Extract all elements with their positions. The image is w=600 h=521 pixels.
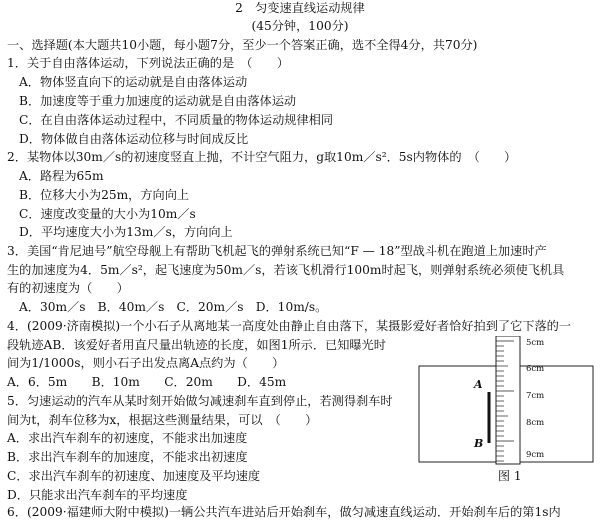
question-3-stem-line-3: 有的初速度为（ ） xyxy=(7,281,129,295)
question-5-option-b: B．求出汽车刹车的加速度，不能求出初速度 xyxy=(7,450,248,464)
figure-caption: 图 1 xyxy=(498,469,522,483)
question-3-stem-line-1: 3．美国“肯尼迪号”航空母舰上有帮助飞机起飞的弹射系统已知“F — 18”型战斗机在跑道上加速时产 xyxy=(7,244,547,258)
question-2-stem: 2．某物体以30m／s的初速度竖直上抛，不计空气阻力，g取10m／s²．5s内物体的 （ ） xyxy=(7,150,517,164)
ruler-tick-label: 9cm xyxy=(526,450,545,460)
page-title: 2 匀变速直线运动规律 xyxy=(235,1,365,15)
question-1-stem: 1．关于自由落体运动，下列说法正确的是 （ ） xyxy=(7,56,289,70)
question-1-option-b: B．加速度等于重力加速度的运动就是自由落体运动 xyxy=(19,94,297,108)
question-5-option-a: A．求出汽车刹车的初速度，不能求出加速度 xyxy=(7,431,248,445)
question-1-option-a: A．物体竖直向下的运动就是自由落体运动 xyxy=(19,75,248,89)
question-2-option-d: D．平均速度大小为13m／s，方向向上 xyxy=(19,225,233,239)
page-subtitle: (45分钟，100分) xyxy=(251,19,349,33)
question-4-stem-line-3: 间为1/1000s，则小石子出发点离A点约为（ ） xyxy=(7,356,285,370)
question-5-stem-line-2: 间为t，刹车位移为x，根据这些测量结果，可以 （ ） xyxy=(7,413,318,427)
question-4-options: A．6．5m B．10m C．20m D．45m xyxy=(7,375,287,389)
question-3-options: A．30m／s B．40m／s C．20m／s D．10m/s。 xyxy=(19,300,328,314)
question-5-option-d: D．只能求出汽车刹车的平均速度 xyxy=(7,488,188,502)
question-6-stem: 6．(2009·福建师大附中模拟)一辆公共汽车进站后开始刹车，做匀减速直线运动．开始刹车后的第1s内 xyxy=(7,505,561,519)
question-4-stem-line-2: 段轨迹AB．该爱好者用直尺量出轨迹的长度，如图1所示．已知曝光时 xyxy=(7,338,386,352)
question-5-option-c: C．求出汽车刹车的初速度、加速度及平均速度 xyxy=(7,469,261,483)
question-1-option-d: D．物体做自由落体运动位移与时间成反比 xyxy=(19,132,249,146)
point-b-label: B xyxy=(474,437,484,450)
ruler-tick-label: 7cm xyxy=(526,391,545,401)
question-1-option-c: C．在自由落体运动过程中，不同质量的物体运动规律相同 xyxy=(19,113,334,127)
ruler-tick-label: 8cm xyxy=(526,418,545,428)
figure-1-drawing xyxy=(418,336,594,486)
question-4-stem-line-1: 4．(2009·济南模拟)一个小石子从离地某一高度处由静止自由落下，某摄影爱好者恰好拍到了它下落的一 xyxy=(7,319,572,333)
point-a-label: A xyxy=(474,378,483,391)
figure-1 xyxy=(418,336,594,486)
question-2-option-a: A．路程为65m xyxy=(19,169,104,183)
question-2-option-c: C．速度改变量的大小为10m／s xyxy=(19,207,196,221)
question-2-option-b: B．位移大小为25m，方向向上 xyxy=(19,188,190,202)
ruler xyxy=(496,336,520,464)
ruler-tick-label: 5cm xyxy=(526,338,545,348)
ruler-tick-label: 6cm xyxy=(526,364,545,374)
question-5-stem-line-1: 5．匀速运动的汽车从某时刻开始做匀减速刹车直到停止，若测得刹车时 xyxy=(7,394,393,408)
section-heading: 一、选择题(本大题共10小题，每小题7分，至少一个答案正确，选不全得4分，共70分) xyxy=(7,38,478,52)
question-3-stem-line-2: 生的加速度为4．5m／s²，起飞速度为50m／s，若该飞机滑行100m时起飞，则弹射系统必须使飞机具 xyxy=(7,263,565,277)
